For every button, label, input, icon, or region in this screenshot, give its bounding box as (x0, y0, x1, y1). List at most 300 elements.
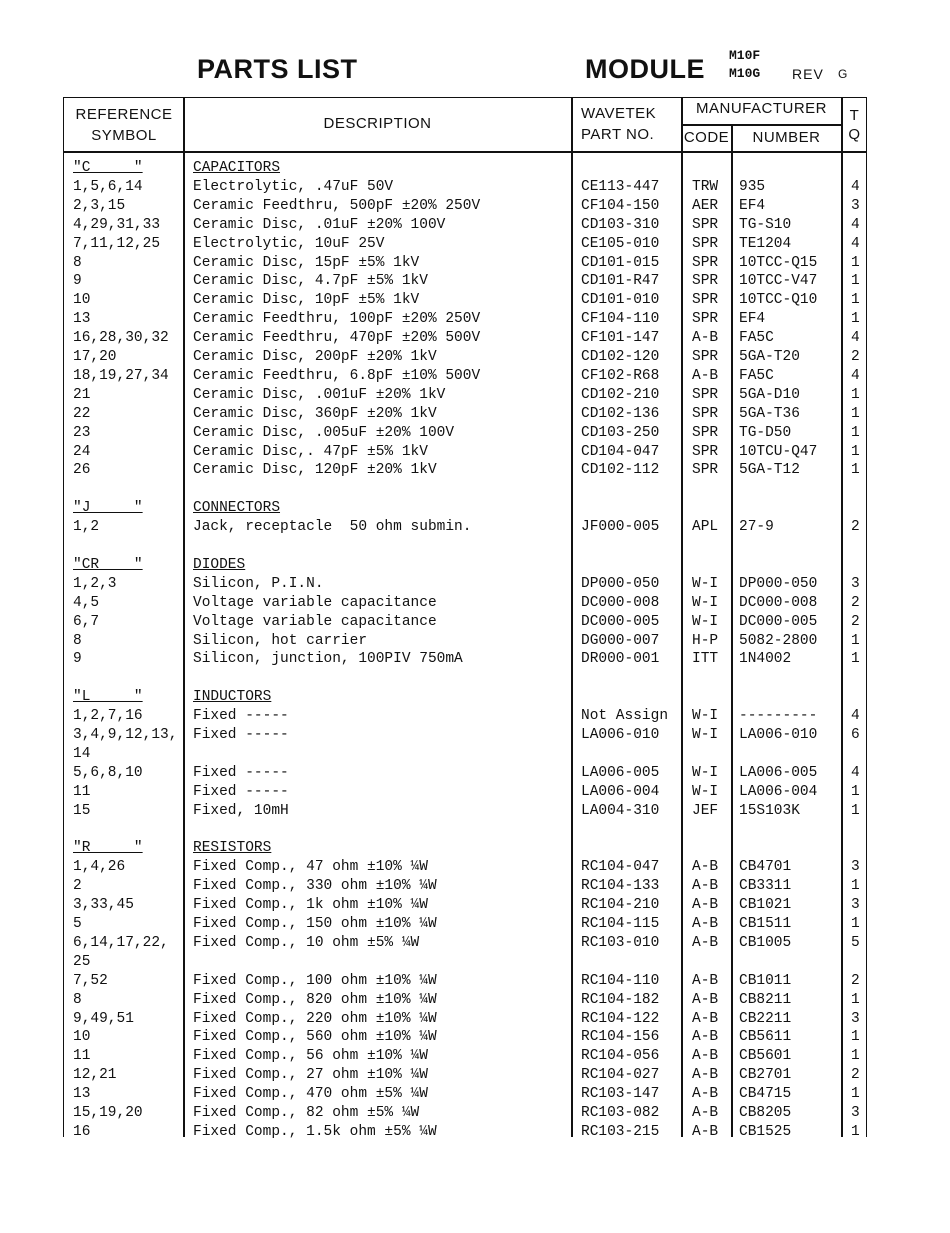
section-heading-row (0, 688, 950, 707)
page-title: PARTS LIST (197, 54, 358, 84)
reference-cell: 23 (73, 424, 91, 441)
mfr-code-cell: SPR (692, 424, 719, 441)
description-cell: Fixed Comp., 56 ohm ±10% ¼W (193, 1048, 428, 1065)
quantity-cell: 1 (851, 443, 860, 460)
part-number-cell: CD103-310 (581, 216, 660, 233)
part-number-cell: DR000-001 (581, 651, 660, 668)
mfr-code-cell: TRW (692, 178, 719, 195)
table-row (0, 405, 950, 424)
reference-cell: 13 (73, 1086, 91, 1103)
description-cell: Fixed Comp., 47 ohm ±10% ¼W (193, 859, 428, 876)
quantity-cell: 1 (851, 916, 860, 932)
mfr-number-cell: LA006-010 (739, 727, 818, 743)
col-header-q: Q (848, 126, 861, 143)
reference-cell: "R " (73, 840, 143, 857)
reference-cell: 16,28,30,32 (73, 330, 169, 347)
mfr-number-cell: 5GA-T12 (739, 462, 800, 479)
mfr-number-cell: TG-S10 (739, 216, 792, 233)
col-header-t: T (849, 107, 860, 124)
table-row (0, 1123, 950, 1142)
reference-cell: 1,2,7,16 (73, 708, 143, 725)
mfr-code-cell: A-B (692, 1048, 719, 1065)
part-number-cell: CD102-210 (581, 386, 660, 403)
reference-cell: 2 (73, 878, 82, 895)
table-row (0, 802, 950, 821)
mfr-number-cell: DC000-005 (739, 613, 818, 630)
blank-row (0, 480, 950, 499)
description-cell: INDUCTORS (193, 689, 272, 706)
mfr-number-cell: FA5C (739, 367, 774, 384)
part-number-cell: LA004-310 (581, 802, 660, 819)
description-cell: Electrolytic, 10uF 25V (193, 235, 385, 252)
description-cell: Ceramic Feedthru, 6.8pF ±10% 500V (193, 367, 481, 384)
mfr-number-cell: DP000-050 (739, 575, 818, 592)
quantity-cell: 1 (851, 1029, 860, 1046)
reference-cell: 5,6,8,10 (73, 764, 143, 781)
reference-cell: 26 (73, 462, 91, 479)
mfr-number-cell: CB4715 (739, 1086, 792, 1103)
quantity-cell: 1 (851, 878, 860, 895)
quantity-cell: 1 (851, 311, 860, 328)
mfr-code-cell: W-I (692, 575, 719, 592)
mfr-number-cell: 27-9 (739, 519, 774, 536)
quantity-cell: 4 (851, 708, 860, 725)
table-row (0, 877, 950, 896)
mfr-code-cell: A-B (692, 991, 719, 1008)
col-header-description: DESCRIPTION (323, 115, 432, 132)
part-number-cell: CD102-120 (581, 349, 660, 365)
table-row (0, 197, 950, 216)
table-row (0, 726, 950, 745)
quantity-cell: 3 (851, 859, 860, 876)
part-number-cell: CD101-010 (581, 292, 660, 309)
description-cell: Voltage variable capacitance (193, 613, 437, 630)
quantity-cell: 1 (851, 462, 860, 479)
table-row (0, 1010, 950, 1029)
quantity-cell: 4 (851, 367, 860, 384)
quantity-cell: 1 (851, 632, 860, 649)
part-number-cell: CD102-112 (581, 462, 660, 479)
mfr-code-cell: A-B (692, 1067, 719, 1084)
table-row (0, 272, 950, 291)
mfr-number-cell: CB1525 (739, 1123, 792, 1140)
part-number-cell: CE105-010 (581, 235, 660, 252)
quantity-cell: 4 (851, 764, 860, 781)
quantity-cell: 5 (851, 934, 860, 951)
mfr-number-cell: 10TCU-Q47 (739, 443, 818, 460)
description-cell: Fixed ----- (193, 727, 289, 743)
mfr-code-cell: W-I (692, 594, 719, 611)
table-row (0, 329, 950, 348)
description-cell: Ceramic Feedthru, 100pF ±20% 250V (193, 311, 481, 328)
rev-label: REV (792, 66, 824, 82)
table-row (0, 972, 950, 991)
quantity-cell: 2 (851, 349, 860, 365)
reference-cell: "CR " (73, 556, 143, 573)
quantity-cell: 1 (851, 1048, 860, 1065)
mfr-number-cell: CB1011 (739, 972, 792, 989)
mfr-code-cell: A-B (692, 1123, 719, 1140)
table-row (0, 632, 950, 651)
part-number-cell: DC000-005 (581, 613, 660, 630)
part-number-cell: RC103-010 (581, 934, 660, 951)
quantity-cell: 6 (851, 727, 860, 743)
description-cell: Silicon, hot carrier (193, 632, 368, 649)
part-number-cell: DC000-008 (581, 594, 660, 611)
mfr-number-cell: CB1005 (739, 934, 792, 951)
mfr-code-cell: A-B (692, 859, 719, 876)
description-cell: Ceramic Disc, .001uF ±20% 1kV (193, 386, 446, 403)
mfr-code-cell: A-B (692, 934, 719, 951)
blank-row (0, 537, 950, 556)
quantity-cell: 3 (851, 575, 860, 592)
description-cell: Fixed Comp., 220 ohm ±10% ¼W (193, 1010, 437, 1027)
reference-cell: 4,29,31,33 (73, 216, 161, 233)
quantity-cell: 2 (851, 594, 860, 611)
table-row (0, 594, 950, 613)
reference-cell: 15,19,20 (73, 1105, 143, 1121)
description-cell: Ceramic Disc, .01uF ±20% 100V (193, 216, 446, 233)
table-row (0, 745, 950, 764)
model-number: M10G (729, 66, 761, 81)
blank-row (0, 821, 950, 840)
part-number-cell: RC104-115 (581, 916, 660, 932)
mfr-code-cell: SPR (692, 405, 719, 422)
mfr-code-cell: A-B (692, 367, 719, 384)
mfr-number-cell: 10TCC-Q10 (739, 292, 818, 309)
reference-cell: 9 (73, 273, 82, 290)
mfr-number-cell: CB2701 (739, 1067, 792, 1084)
part-number-cell: RC104-156 (581, 1029, 660, 1046)
description-cell: Fixed Comp., 330 ohm ±10% ¼W (193, 878, 437, 895)
quantity-cell: 2 (851, 613, 860, 630)
description-cell: CAPACITORS (193, 160, 281, 176)
table-row (0, 1104, 950, 1123)
quantity-cell: 4 (851, 235, 860, 252)
part-number-cell: RC104-027 (581, 1067, 660, 1084)
section-heading-row (0, 839, 950, 858)
quantity-cell: 1 (851, 292, 860, 309)
description-cell: Silicon, P.I.N. (193, 575, 324, 592)
part-number-cell: DP000-050 (581, 575, 660, 592)
description-cell: Fixed Comp., 820 ohm ±10% ¼W (193, 991, 437, 1008)
description-cell: Fixed Comp., 1.5k ohm ±5% ¼W (193, 1123, 437, 1140)
description-cell: Fixed Comp., 470 ohm ±5% ¼W (193, 1086, 428, 1103)
table-row (0, 650, 950, 669)
mfr-number-cell: --------- (739, 708, 818, 725)
mfr-code-cell: A-B (692, 897, 719, 914)
description-cell: Fixed Comp., 1k ohm ±10% ¼W (193, 897, 428, 914)
table-row (0, 178, 950, 197)
part-number-cell: RC104-122 (581, 1010, 660, 1027)
reference-cell: 22 (73, 405, 91, 422)
part-number-cell: CE113-447 (581, 178, 660, 195)
table-row (0, 254, 950, 273)
reference-cell: 6,7 (73, 613, 100, 630)
description-cell: Ceramic Disc, 10pF ±5% 1kV (193, 292, 420, 309)
mfr-code-cell: JEF (692, 802, 719, 819)
mfr-number-cell: CB4701 (739, 859, 792, 876)
quantity-cell: 4 (851, 216, 860, 233)
mfr-number-cell: 1N4002 (739, 651, 792, 668)
table-row (0, 367, 950, 386)
table-row (0, 386, 950, 405)
table-row (0, 235, 950, 254)
mfr-code-cell: A-B (692, 330, 719, 347)
description-cell: Ceramic Disc, 15pF ±5% 1kV (193, 254, 420, 271)
description-cell: Ceramic Disc, 120pF ±20% 1kV (193, 462, 437, 479)
module-label: MODULE (585, 54, 705, 84)
reference-cell: 7,52 (73, 972, 108, 989)
quantity-cell: 3 (851, 1105, 860, 1121)
reference-cell: 7,11,12,25 (73, 235, 161, 252)
mfr-code-cell: A-B (692, 1105, 719, 1121)
description-cell: Fixed Comp., 27 ohm ±10% ¼W (193, 1067, 428, 1084)
part-number-cell: DG000-007 (581, 632, 660, 649)
blank-row (0, 669, 950, 688)
reference-cell: "C " (73, 160, 143, 176)
part-number-cell: CF104-150 (581, 197, 660, 214)
mfr-code-cell: W-I (692, 727, 719, 743)
table-row (0, 858, 950, 877)
reference-cell: "L " (73, 689, 143, 706)
reference-cell: 24 (73, 443, 91, 460)
mfr-number-cell: 935 (739, 178, 766, 195)
reference-cell: 4,5 (73, 594, 100, 611)
part-number-cell: RC104-110 (581, 972, 660, 989)
part-number-cell: RC104-056 (581, 1048, 660, 1065)
quantity-cell: 1 (851, 1123, 860, 1140)
description-cell: Voltage variable capacitance (193, 594, 437, 611)
table-row (0, 1028, 950, 1047)
quantity-cell: 1 (851, 386, 860, 403)
mfr-number-cell: CB8205 (739, 1105, 792, 1121)
description-cell: Fixed Comp., 82 ohm ±5% ¼W (193, 1105, 420, 1121)
description-cell: Silicon, junction, 100PIV 750mA (193, 651, 463, 668)
description-cell: Fixed ----- (193, 708, 289, 725)
part-number-cell: RC104-182 (581, 991, 660, 1008)
mfr-code-cell: A-B (692, 1029, 719, 1046)
section-heading-row (0, 499, 950, 518)
reference-cell: 1,2,3 (73, 575, 117, 592)
mfr-code-cell: SPR (692, 311, 719, 328)
reference-cell: 1,4,26 (73, 859, 126, 876)
section-heading-row (0, 159, 950, 178)
mfr-code-cell: W-I (692, 708, 719, 725)
table-row (0, 915, 950, 934)
mfr-code-cell: H-P (692, 632, 719, 649)
table-row (0, 291, 950, 310)
reference-cell: 10 (73, 292, 91, 309)
table-row (0, 443, 950, 462)
reference-cell: 5 (73, 916, 82, 932)
table-row (0, 934, 950, 953)
quantity-cell: 1 (851, 651, 860, 668)
table-row (0, 518, 950, 537)
quantity-cell: 3 (851, 897, 860, 914)
description-cell: Fixed ----- (193, 783, 289, 800)
table-row (0, 1047, 950, 1066)
part-number-cell: CD103-250 (581, 424, 660, 441)
quantity-cell: 1 (851, 254, 860, 271)
mfr-number-cell: 5GA-D10 (739, 386, 800, 403)
part-number-cell: CD102-136 (581, 405, 660, 422)
part-number-cell: RC104-133 (581, 878, 660, 895)
mfr-number-cell: CB8211 (739, 991, 792, 1008)
reference-cell: 12,21 (73, 1067, 117, 1084)
quantity-cell: 2 (851, 972, 860, 989)
part-number-cell: Not Assign (581, 708, 669, 725)
table-row (0, 1066, 950, 1085)
quantity-cell: 2 (851, 519, 860, 536)
quantity-cell: 4 (851, 178, 860, 195)
description-cell: Ceramic Disc, .005uF ±20% 100V (193, 424, 455, 441)
part-number-cell: LA006-005 (581, 764, 660, 781)
description-cell: RESISTORS (193, 840, 272, 857)
mfr-number-cell: CB1021 (739, 897, 792, 914)
mfr-number-cell: DC000-008 (739, 594, 818, 611)
table-row (0, 461, 950, 480)
quantity-cell: 1 (851, 783, 860, 800)
mfr-number-cell: EF4 (739, 197, 766, 214)
mfr-code-cell: W-I (692, 783, 719, 800)
table-row (0, 575, 950, 594)
description-cell: Fixed Comp., 10 ohm ±5% ¼W (193, 934, 420, 951)
quantity-cell: 4 (851, 330, 860, 347)
reference-cell: "J " (73, 500, 143, 517)
col-header-part-no: PART NO. (581, 126, 655, 143)
description-cell: DIODES (193, 556, 246, 573)
reference-cell: 17,20 (73, 349, 117, 365)
table-row (0, 783, 950, 802)
mfr-code-cell: SPR (692, 292, 719, 309)
reference-cell: 1,2 (73, 519, 100, 536)
description-cell: Jack, receptacle 50 ohm submin. (193, 519, 472, 536)
quantity-cell: 3 (851, 197, 860, 214)
part-number-cell: LA006-010 (581, 727, 660, 743)
mfr-number-cell: 10TCC-V47 (739, 273, 818, 290)
reference-cell: 8 (73, 991, 82, 1008)
col-header-symbol: SYMBOL (91, 127, 157, 144)
reference-cell: 9 (73, 651, 82, 668)
mfr-code-cell: SPR (692, 273, 719, 290)
description-cell: Ceramic Disc, 200pF ±20% 1kV (193, 349, 437, 365)
mfr-number-cell: TE1204 (739, 235, 792, 252)
reference-cell: 6,14,17,22, (73, 934, 169, 951)
mfr-code-cell: SPR (692, 235, 719, 252)
mfr-code-cell: APL (692, 519, 719, 536)
mfr-code-cell: SPR (692, 443, 719, 460)
reference-cell: 18,19,27,34 (73, 367, 169, 384)
mfr-number-cell: CB2211 (739, 1010, 792, 1027)
description-cell: Fixed Comp., 560 ohm ±10% ¼W (193, 1029, 437, 1046)
mfr-code-cell: W-I (692, 764, 719, 781)
table-row (0, 707, 950, 726)
mfr-number-cell: CB5611 (739, 1029, 792, 1046)
col-header-number: NUMBER (752, 129, 821, 146)
description-cell: Ceramic Feedthru, 470pF ±20% 500V (193, 330, 481, 347)
reference-cell: 11 (73, 783, 91, 800)
mfr-number-cell: LA006-004 (739, 783, 818, 800)
table-row (0, 953, 950, 972)
mfr-number-cell: CB3311 (739, 878, 792, 895)
table-row (0, 1085, 950, 1104)
section-heading-row (0, 556, 950, 575)
quantity-cell: 3 (851, 1010, 860, 1027)
part-number-cell: RC104-047 (581, 859, 660, 876)
description-cell: Ceramic Feedthru, 500pF ±20% 250V (193, 197, 481, 214)
table-row (0, 424, 950, 443)
mfr-number-cell: 5082-2800 (739, 632, 818, 649)
mfr-code-cell: SPR (692, 349, 719, 365)
mfr-number-cell: 10TCC-Q15 (739, 254, 818, 271)
mfr-code-cell: SPR (692, 216, 719, 233)
part-number-cell: CF101-147 (581, 330, 660, 347)
table-row (0, 216, 950, 235)
reference-cell: 16 (73, 1123, 91, 1140)
mfr-code-cell: A-B (692, 1010, 719, 1027)
description-cell: Ceramic Disc, 360pF ±20% 1kV (193, 405, 437, 422)
reference-cell: 10 (73, 1029, 91, 1046)
quantity-cell: 1 (851, 405, 860, 422)
mfr-code-cell: SPR (692, 386, 719, 403)
mfr-number-cell: 15S103K (739, 802, 800, 819)
reference-cell: 15 (73, 802, 91, 819)
quantity-cell: 1 (851, 991, 860, 1008)
reference-cell: 2,3,15 (73, 197, 126, 214)
description-cell: Electrolytic, .47uF 50V (193, 178, 394, 195)
reference-cell: 11 (73, 1048, 91, 1065)
description-cell: Fixed Comp., 100 ohm ±10% ¼W (193, 972, 437, 989)
reference-cell: 21 (73, 386, 91, 403)
table-row (0, 764, 950, 783)
quantity-cell: 1 (851, 1086, 860, 1103)
part-number-cell: CD101-R47 (581, 273, 660, 290)
part-number-cell: RC103-147 (581, 1086, 660, 1103)
rev-value: G (838, 67, 848, 81)
quantity-cell: 1 (851, 802, 860, 819)
part-number-cell: JF000-005 (581, 519, 660, 536)
description-cell: Ceramic Disc, 4.7pF ±5% 1kV (193, 273, 428, 290)
part-number-cell: RC104-210 (581, 897, 660, 914)
mfr-code-cell: AER (692, 197, 719, 214)
mfr-code-cell: A-B (692, 1086, 719, 1103)
part-number-cell: LA006-004 (581, 783, 660, 800)
reference-cell: 1,5,6,14 (73, 178, 143, 195)
mfr-code-cell: W-I (692, 613, 719, 630)
mfr-code-cell: A-B (692, 916, 719, 932)
mfr-number-cell: TG-D50 (739, 424, 792, 441)
description-cell: Ceramic Disc,. 47pF ±5% 1kV (193, 443, 428, 460)
quantity-cell: 1 (851, 424, 860, 441)
part-number-cell: CD104-047 (581, 443, 660, 460)
table-row (0, 613, 950, 632)
mfr-number-cell: CB1511 (739, 916, 792, 932)
quantity-cell: 2 (851, 1067, 860, 1084)
col-header-reference: REFERENCE (75, 106, 173, 123)
mfr-code-cell: A-B (692, 972, 719, 989)
description-cell: Fixed ----- (193, 764, 289, 781)
col-header-code: CODE (683, 129, 730, 146)
reference-cell: 3,33,45 (73, 897, 134, 914)
table-row (0, 896, 950, 915)
model-number: M10F (729, 48, 761, 63)
table-row (0, 991, 950, 1010)
part-number-cell: CF102-R68 (581, 367, 660, 384)
reference-cell: 14 (73, 745, 91, 762)
table-row (0, 348, 950, 367)
col-header-manufacturer: MANUFACTURER (695, 100, 827, 117)
